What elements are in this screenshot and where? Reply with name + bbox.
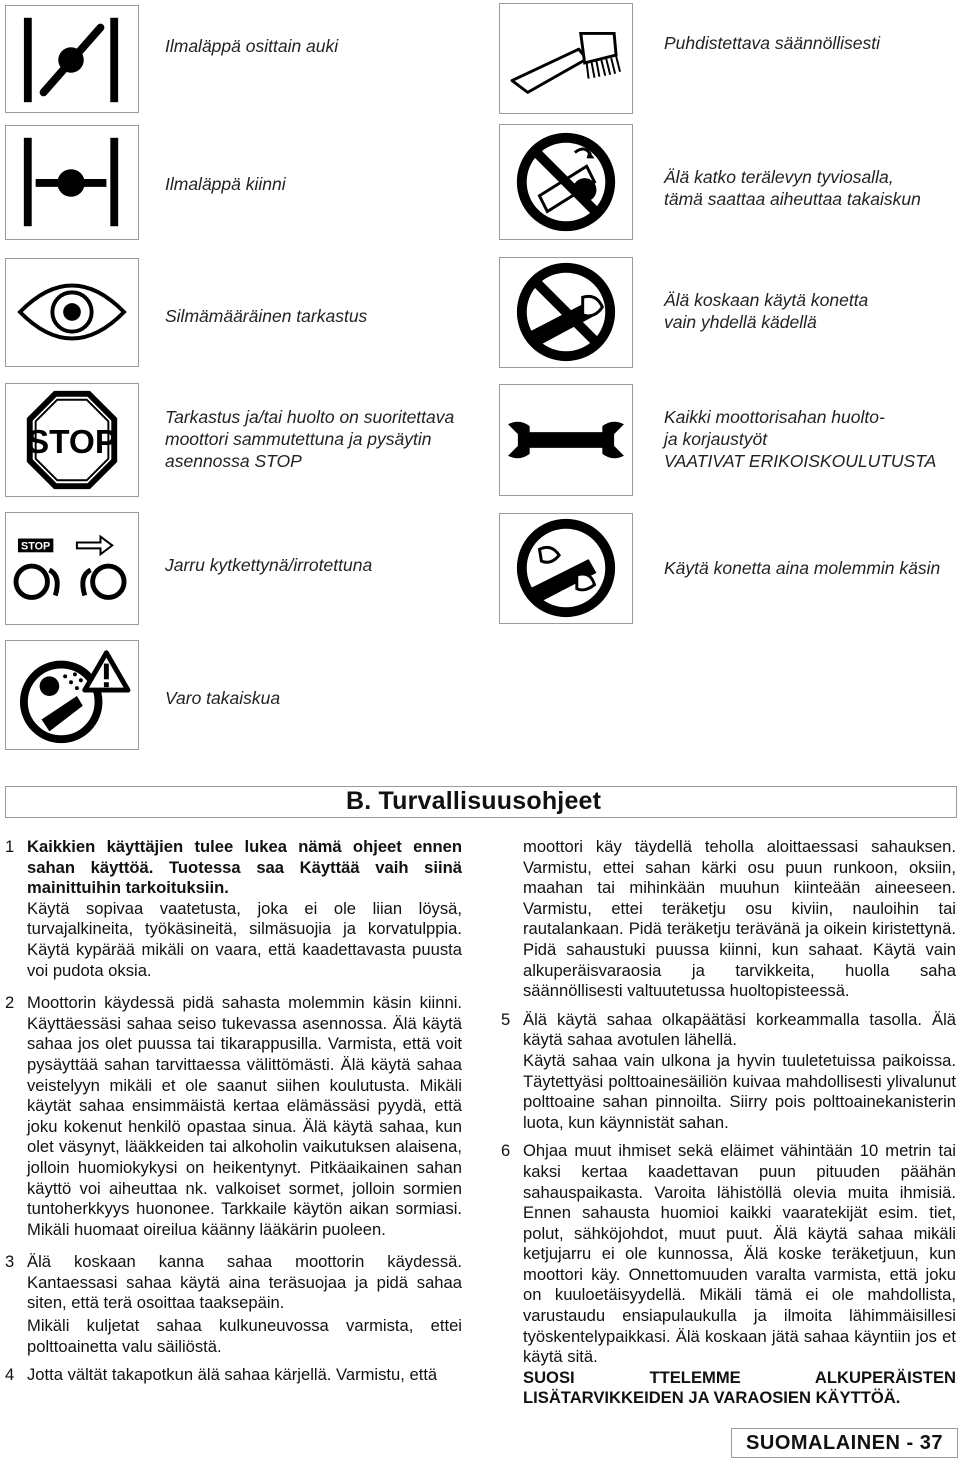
- no-one-hand-icon: [500, 258, 632, 367]
- eye-inspection-icon: [6, 259, 138, 366]
- symbol-caption: Ilmaläppä kiinni: [165, 174, 286, 194]
- list-item: [5, 993, 462, 1240]
- item-text: Moottorin käydessä pidä sahasta molemmin käsin kiinni. Käyttäessäsi sahaa seiso tukevassa asennossa. Älä käytä sahaa jos olet puussa tai tikarappusilla. Varmista, että voit pysäyttää sahan tarvittaessa välittömästi. Älä käytä sahaa veistelyyn mikäli et ole saanut siihen koulutusta. Mikäli käytät sahaa ensimmäistä kertaa elämässäsi pyydä, että joku kokenut henkilö opastaa sinua. Älä käytä sahaa, kun olet väsynyt, lääkkeiden tai alkoholin vaikutuksen alaisena, jolloin huomiokykysi on heikentynyt. Pitkäaikainen sahan käyttö voi aiheuttaa nk. valkoiset sormet, jolloin sormien tuntoherkkyys huononee. Tarkkaile käytön aikan sormiasi. Mikäli huomaat oireilua käänny lääkärin puoleen.: [27, 993, 462, 1239]
- no-tip-cutting-icon: [500, 125, 632, 239]
- stop-label: STOP: [21, 540, 51, 553]
- symbol-caption: Käytä konetta aina molemmin käsin: [664, 558, 941, 578]
- symbol-caption: Silmämääräinen tarkastus: [165, 306, 368, 326]
- symbol-caption: Puhdistettava säännöllisesti: [664, 33, 880, 53]
- choke-closed-symbol: [5, 125, 139, 240]
- list-item: [5, 1252, 462, 1357]
- list-item: [501, 1141, 956, 1409]
- symbol-caption: Ilmaläppä osittain auki: [165, 36, 339, 56]
- kickback-warning-symbol: [5, 640, 139, 750]
- symbol-caption: Älä koskaan käytä konetta vain yhdellä kädellä: [664, 290, 869, 332]
- symbol-caption: Tarkastus ja/tai huolto on suoritettava moottori sammutettuna ja pysäytin asennossa STOP: [165, 407, 455, 471]
- item-number: 5: [501, 1009, 511, 1029]
- item-bold-text: Kaikkien käyttäjien tulee lukea nämä ohjeet ennen sahan käyttöä. Tuotessa saa Käyttää vaih siinä mainittuihin tarkoituksiin.: [27, 837, 462, 898]
- stop-sign-icon: [6, 384, 138, 496]
- item-text: Ohjaa muut ihmiset sekä eläimet vähintään 10 metrin tai kaksi kertaa kaadettavan puun pituuden päähän sahauspaikasta. Varoita lähistöllä olevia muita ihmisiä. Ennen sahausta huomioi kaikki vaaratekijät esim. tiet, polut, sähköjohdot, muut puut. Älä käytä sahaa mikäli ketjujarru ei ole kunnossa, Älä koske teräketjuun, kun moottori käy. Onnettomuuden varalta varmista, että joku on kuuloetäisyydellä. Mikäli tämä ei ole mahdollista, varustaudu ensiapulaukulla ja ilmoita lähimmäisillesi työskentelypaikkasi. Älä koskaan jätä sahaa käyntiin jos et käytä sitä.: [523, 1141, 956, 1367]
- item-text: Älä koskaan kanna sahaa moottorin käydessä. Kantaessasi sahaa käytä aina teräsuojaa ja pidä sahaa siten, että terä osoittaa taaksepäin.: [27, 1252, 462, 1313]
- list-item: [5, 837, 462, 981]
- item-number: 3: [5, 1252, 15, 1272]
- item-number: 4: [5, 1365, 15, 1385]
- item-number: 6: [501, 1141, 511, 1161]
- two-hands-symbol: [499, 513, 633, 624]
- item-text: Käytä sahaa vain ulkona ja hyvin tuuletetuissa paikoissa. Täytettyäsi polttoainesäiliön kuivaa mahdollisesti ylivalunut polttoaine sahan pinnoilta. Siirry pois polttoainekanisterin luota, kun käynnistät sahan.: [523, 1050, 956, 1132]
- two-hands-icon: [500, 514, 632, 623]
- wrench-icon: [500, 385, 632, 495]
- wrench-symbol: [499, 384, 633, 496]
- eye-inspection-symbol: [5, 258, 139, 367]
- item-text: Älä käytä sahaa olkapäätäsi korkeammalla tasolla. Älä käytä sahaa avotulen lähellä.: [523, 1009, 956, 1050]
- list-item-continued: [501, 837, 956, 1002]
- svg-text:STOP: STOP: [26, 423, 118, 461]
- no-one-hand-symbol: [499, 257, 633, 368]
- chain-brake-icon: [6, 513, 138, 624]
- choke-closed-icon: [6, 126, 138, 239]
- choke-open-icon: [6, 6, 138, 112]
- stop-sign-symbol: [5, 383, 139, 497]
- chain-brake-symbol: [5, 512, 139, 625]
- item-text: Käytä sopivaa vaatetusta, joka ei ole liian löysä, turvajalkineita, työkäsineitä, silmäsuojia ja korvatulppia. Käytä kypärää mikäli on vaara, että kaadettavasta puusta voi pudota oksia.: [27, 898, 462, 980]
- item-text: Jotta vältät takapotkun älä sahaa kärjellä. Varmistu, että: [27, 1365, 438, 1385]
- item-text: moottori käy täydellä teholla aloittaessasi sahauksen. Varmistu, ettei sahan kärki osu puun runkoon, oksiin, maahan tai mihinkään muuhun kiinteään aineeseen. Varmistu, ettei teräketju osu kiviin, nauloihin tai rautalankaan. Pidä teräketju terävänä ja oikein kiristettynä. Pidä sahaustuki puussa kiinni, kun sahaat. Käytä vain alkuperäisvaraosia ja tarvikkeita, huolla saha säännöllisesti valtuutetussa huoltopisteessä.: [523, 837, 956, 1001]
- item-number: 2: [5, 993, 15, 1013]
- cleaning-symbol: [499, 3, 633, 114]
- item-text: Mikäli kuljetat sahaa kulkuneuvossa varmista, ettei polttoainetta valu säiliöstä.: [27, 1316, 462, 1356]
- symbol-caption: Älä katko terälevyn tyviosalla, tämä saattaa aiheuttaa takaiskun: [664, 167, 921, 209]
- left-column: [5, 837, 462, 1386]
- closing-note: SUOSI TTELEMME ALKUPERÄISTEN LISÄTARVIKKEIDEN JA VARAOSIEN KÄYTTÖÄ.: [523, 1367, 956, 1408]
- right-column: [501, 837, 956, 1409]
- list-item: [501, 1010, 956, 1134]
- section-title: B. Turvallisuusohjeet: [346, 787, 602, 815]
- no-tip-cutting-symbol: [499, 124, 633, 240]
- symbol-caption: Jarru kytkettynä/irrotettuna: [165, 555, 373, 575]
- choke-open-symbol: [5, 5, 139, 113]
- list-item: [5, 1365, 462, 1386]
- kickback-warning-icon: [6, 641, 138, 749]
- symbol-caption: Varo takaiskua: [165, 688, 281, 708]
- page-footer: SUOMALAINEN - 37: [731, 1428, 958, 1458]
- symbol-caption: Kaikki moottorisahan huolto- ja korjaustyöt VAATIVAT ERIKOISKOULUTUSTA: [664, 407, 937, 471]
- item-number: 1: [5, 837, 15, 856]
- cleaning-brush-icon: [500, 4, 632, 113]
